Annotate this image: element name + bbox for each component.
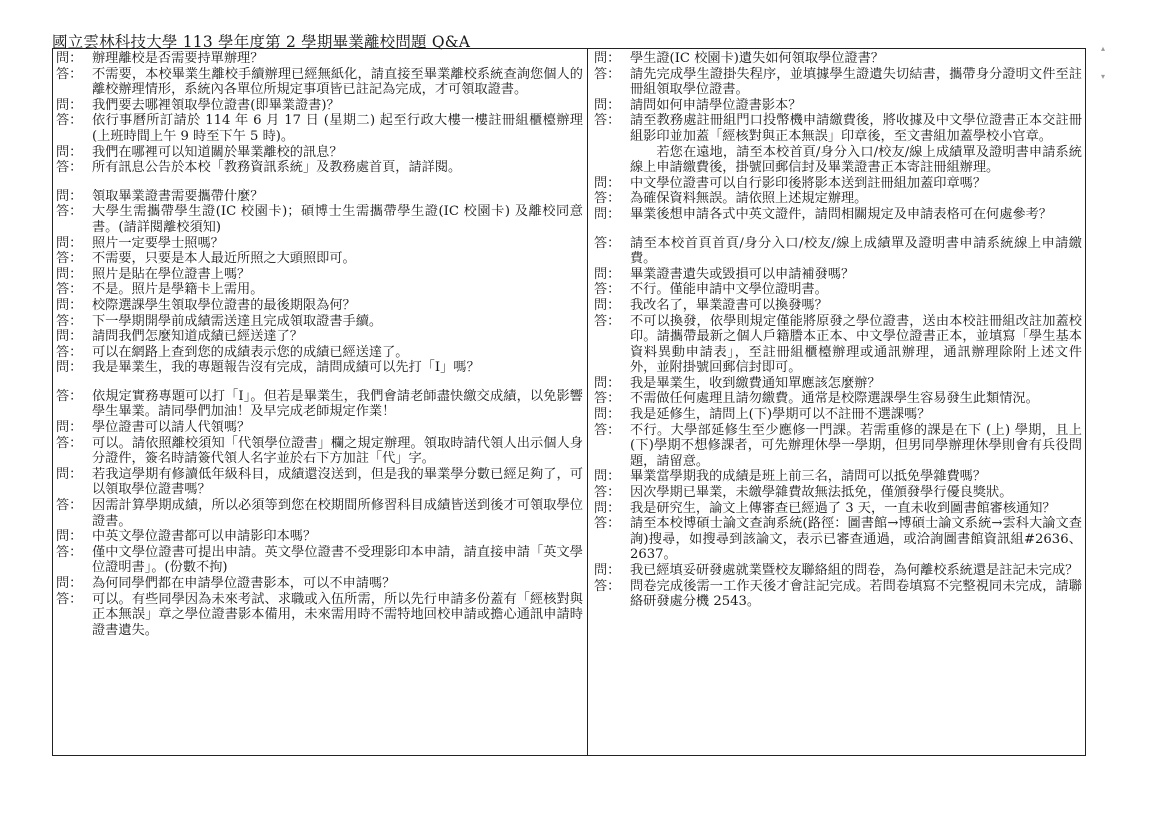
answer-text: 不需要，只要是本人最近所照之大頭照即可。	[92, 251, 356, 267]
answer-text: 不行。大學部延修生至少應修一門課。若需重修的課是在下 (上) 學期，且上(下)學期不想修課者，可先辦理休學一學期，但男同學辦理休學則會有兵役問題，請留意。	[630, 422, 1082, 469]
answer-text: 可以在網路上查到您的成績表示您的成績已經送達了。	[92, 344, 409, 360]
answer	[56, 498, 583, 529]
answer-text: 不需要，本校畢業生離校手續辦理已經無紙化，請直接至畢業離校系統查詢您個人的離校辦理情形，系統內各單位所規定事項皆已註記為完成，才可領取證書。	[92, 66, 583, 98]
answer	[594, 236, 1082, 267]
scan-mark: ▾	[1101, 72, 1106, 81]
answer	[56, 113, 583, 144]
question-text: 學生證(IC 校園卡)遺失如何領取學位證書？	[630, 51, 884, 66]
answer-text: 可以。請依照離校須知「代領學位證書」欄之規定辦理。領取時請代領人出示個人身分證件，簽名時請簽代領人名字並於右下方加註「代」字。	[92, 435, 583, 467]
question-label: 問：	[56, 97, 83, 113]
answer	[56, 592, 583, 639]
qa-pair	[56, 360, 583, 420]
question-text: 辦理離校是否需要持單辦理？	[92, 51, 264, 66]
question	[56, 267, 583, 283]
question	[594, 563, 1082, 579]
answer-label: 答：	[594, 516, 621, 532]
question	[56, 298, 583, 314]
question-label: 問：	[56, 466, 83, 482]
qa-pair	[56, 145, 583, 189]
question-label: 問：	[594, 206, 621, 222]
question-label: 問：	[56, 360, 83, 376]
answer-continued-text: 若您在遠地，請至本校首頁/身分入口/校友/線上成績單及證明書申請系統線上申請繳費後，掛號回郵信封及畢業證書正本寄註冊組辦理。	[630, 144, 1082, 176]
answer-label: 答：	[56, 113, 83, 129]
answer-text: 不需做任何處理且請勿繳費。通常是校際選課學生容易發生此類情況。	[630, 391, 1039, 407]
answer-text: 下一學期開學前成績需送達且完成領取證書手續。	[92, 313, 383, 329]
question	[56, 467, 583, 498]
question	[56, 576, 583, 592]
answer-label: 答：	[56, 160, 83, 176]
answer	[56, 545, 583, 576]
question-label: 問：	[56, 235, 83, 251]
qa-pair	[56, 189, 583, 236]
answer	[56, 389, 583, 420]
question-label: 問：	[594, 375, 621, 391]
qa-pair	[56, 298, 583, 329]
question	[56, 329, 583, 345]
qa-pair	[56, 529, 583, 576]
question-text: 畢業證書遺失或毀損可以申請補發嗎？	[630, 266, 855, 282]
question-text: 我已經填妥研發處就業暨校友聯絡組的問卷，為何離校系統還是註記未完成？	[630, 563, 1079, 578]
qa-pair	[594, 98, 1082, 176]
answer-text: 依行事曆所訂請於 114 年 6 月 17 日 (星期二) 起至行政大樓一樓註冊組櫃檯辦理(上班時間上午 9 時至下午 5 時)。	[92, 113, 583, 144]
question	[594, 176, 1082, 192]
answer-label: 答：	[56, 282, 83, 298]
question-label: 問：	[56, 51, 83, 66]
answer	[594, 314, 1082, 376]
answer	[594, 423, 1082, 470]
question-text: 照片一定要學士照嗎？	[92, 235, 224, 251]
question	[594, 376, 1082, 392]
qa-pair	[56, 51, 583, 98]
answer-label: 答：	[594, 578, 621, 594]
answer-text: 請至本校首頁首頁/身分入口/校友/線上成績單及證明書申請系統線上申請繳費。	[630, 235, 1082, 267]
qa-pair	[594, 501, 1082, 563]
qa-pair	[56, 236, 583, 267]
question	[56, 145, 583, 161]
answer	[594, 579, 1082, 610]
question-text: 我們在哪裡可以知道關於畢業離校的訊息？	[92, 144, 343, 160]
answer-text: 為確保資料無誤。請依照上述規定辦理。	[630, 191, 868, 207]
answer-continued	[594, 145, 1082, 176]
question-label: 問：	[56, 420, 83, 436]
question-text: 請問如何申請學位證書影本？	[630, 97, 802, 113]
answer	[56, 160, 583, 176]
question-label: 問：	[594, 297, 621, 313]
question-text: 我是畢業生，收到繳費通知單應該怎麼辦？	[630, 375, 881, 391]
question	[594, 501, 1082, 517]
question-label: 問：	[56, 188, 83, 204]
qa-pair	[594, 207, 1082, 267]
answer-label: 答：	[594, 422, 621, 438]
question-label: 問：	[594, 266, 621, 282]
qa-table	[52, 48, 1086, 756]
question-text: 中英文學位證書都可以申請影印本嗎？	[92, 529, 317, 545]
question-text: 我是延修生，請問上(下)學期可以不註冊不選課嗎？	[630, 407, 931, 423]
question-label: 問：	[594, 175, 621, 191]
question	[56, 529, 583, 545]
answer-text: 請至本校博碩士論文查詢系統(路徑：圖書館→博碩士論文系統→雲科大論文查詢)搜尋，如搜尋到該論文，表示已審查通過，或洽詢圖書館資訊組#2636、2637。	[630, 516, 1082, 563]
question-label: 問：	[594, 51, 621, 66]
question-text: 我們要去哪裡領取學位證書(即畢業證書)？	[92, 97, 340, 113]
qa-pair	[56, 98, 583, 145]
question-label: 問：	[594, 469, 621, 485]
spacer	[56, 376, 583, 389]
answer	[56, 251, 583, 267]
answer-label: 答：	[56, 544, 83, 560]
answer-label: 答：	[56, 388, 83, 404]
qa-pair	[594, 51, 1082, 98]
answer-label: 答：	[594, 191, 621, 207]
question-text: 我改名了，畢業證書可以換發嗎？	[630, 297, 828, 313]
question-label: 問：	[56, 297, 83, 313]
question-label: 問：	[594, 500, 621, 516]
answer	[56, 436, 583, 467]
qa-pair	[594, 298, 1082, 376]
answer	[56, 204, 583, 235]
question-text: 領取畢業證書需要攜帶什麼？	[92, 188, 264, 204]
answer-text: 僅中文學位證書可提出申請。英文學位證書不受理影印本申請，請直接申請「英文學位證明書」。(份數不拘)	[92, 544, 583, 576]
answer	[594, 516, 1082, 563]
answer-text: 請先完成學生證掛失程序，並填據學生證遺失切結書，攜帶身分證明文件至註冊組領取學位證書。	[630, 66, 1082, 98]
qa-pair	[594, 469, 1082, 500]
question-text: 我是畢業生，我的專題報告沒有完成，請問成績可以先打「I」嗎？	[92, 360, 480, 376]
answer-text: 所有訊息公告於本校「教務資訊系統」及教務處首頁，請詳閱。	[92, 160, 462, 176]
qa-pair	[56, 267, 583, 298]
question-label: 問：	[594, 97, 621, 113]
answer-label: 答：	[594, 235, 621, 251]
question	[56, 236, 583, 252]
question-text: 畢業後想申請各式中英文證件，請問相關規定及申請表格可在何處參考？	[630, 206, 1052, 222]
question-text: 請問我們怎麼知道成績已經送達了？	[92, 329, 303, 345]
answer-text: 請至教務處註冊組門口投幣機申請繳費後，將收據及中文學位證書正本交註冊組影印並加蓋「經核對與正本無誤」印章後，至文書組加蓋學校小官章。	[630, 113, 1082, 144]
answer	[594, 485, 1082, 501]
answer-label: 答：	[56, 66, 83, 82]
question-label: 問：	[56, 266, 83, 282]
answer	[56, 345, 583, 361]
question-text: 照片是貼在學位證書上嗎？	[92, 266, 251, 282]
question	[594, 267, 1082, 283]
answer	[594, 67, 1082, 98]
document-title: 國立雲林科技大學 113 學年度第 2 學期畢業離校問題 Q&A	[52, 33, 471, 51]
answer	[56, 67, 583, 98]
answer-text: 大學生需攜帶學生證(IC 校園卡)；碩博士生需攜帶學生證(IC 校園卡) 及離校同意書。(請詳閱離校須知)	[92, 204, 583, 235]
column-divider	[587, 49, 588, 755]
answer-label: 答：	[56, 591, 83, 607]
question-label: 問：	[594, 407, 621, 423]
answer	[56, 314, 583, 330]
answer-label: 答：	[56, 435, 83, 451]
answer	[594, 191, 1082, 207]
answer-label: 答：	[56, 498, 83, 514]
answer-label: 答：	[56, 251, 83, 267]
question-label: 問：	[56, 144, 83, 160]
question-text: 校際選課學生領取學位證書的最後期限為何？	[92, 297, 356, 313]
qa-pair	[56, 420, 583, 467]
question	[56, 98, 583, 114]
qa-pair	[594, 176, 1082, 207]
question-label: 問：	[56, 329, 83, 345]
question	[594, 98, 1082, 114]
question	[594, 207, 1082, 223]
qa-pair	[56, 467, 583, 529]
answer-text: 不行。僅能申請中文學位證明書。	[630, 282, 828, 298]
question	[56, 189, 583, 205]
scan-mark: ▴	[1101, 44, 1106, 53]
answer-label: 答：	[594, 66, 621, 82]
answer	[594, 282, 1082, 298]
qa-pair	[594, 563, 1082, 610]
question-text: 若我這學期有修讀低年級科目，成績還沒送到，但是我的畢業學分數已經足夠了，可以領取學位證書嗎？	[92, 466, 583, 498]
question	[56, 420, 583, 436]
answer-text: 可以。有些同學因為未來考試、求職或入伍所需，所以先行申請多份蓋有「經核對與正本無誤」章之學位證書影本備用，未來需用時不需特地回校申請或擔心通訊申請時證書遺失。	[92, 591, 583, 638]
question-label: 問：	[56, 529, 83, 545]
answer-label: 答：	[594, 391, 621, 407]
answer-label: 答：	[56, 204, 83, 220]
question	[594, 298, 1082, 314]
qa-pair	[56, 576, 583, 638]
answer	[56, 282, 583, 298]
question-text: 為何同學們都在申請學位證書影本，可以不申請嗎？	[92, 576, 396, 591]
answer-text: 因需計算學期成績，所以必須等到您在校期間所修習科目成績皆送到後才可領取學位證書。	[92, 498, 583, 529]
answer	[594, 113, 1082, 144]
spacer	[56, 176, 583, 189]
answer	[594, 391, 1082, 407]
question	[56, 360, 583, 376]
question-text: 畢業當學期我的成績是班上前三名，請問可以抵免學雜費嗎？	[630, 469, 987, 485]
qa-pair	[594, 407, 1082, 469]
answer-label: 答：	[56, 313, 83, 329]
qa-column-left	[56, 51, 583, 638]
question	[594, 469, 1082, 485]
qa-pair	[594, 376, 1082, 407]
answer-label: 答：	[594, 113, 621, 129]
question-text: 中文學位證書可以自行影印後將影本送到註冊組加蓋印章嗎？	[630, 175, 987, 191]
answer-text: 依規定實務專題可以打「I」。但若是畢業生，我們會請老師盡快繳交成績，以免影響學生畢業。請同學們加油！及早完成老師規定作業！	[92, 388, 583, 420]
question-label: 問：	[594, 563, 621, 578]
qa-pair	[594, 267, 1082, 298]
answer-label: 答：	[56, 344, 83, 360]
question	[56, 51, 583, 67]
answer-label: 答：	[594, 313, 621, 329]
answer-text: 不是。照片是學籍卡上需用。	[92, 282, 264, 298]
qa-column-right	[594, 51, 1082, 610]
answer-text: 不可以換發，依學則規定僅能將原發之學位證書，送由本校註冊組改註加蓋校印。請攜帶最新之個人戶籍謄本正本、中文學位證書正本，並填寫「學生基本資料異動申請表」，至註冊組櫃檯辦理或通訊辦理，通訊辦理除附上述文件外，並附掛號回郵信封即可。	[630, 313, 1082, 376]
answer-label: 答：	[594, 282, 621, 298]
answer-text: 因次學期已畢業，未繳學雜費故無法抵免，僅頒發學行優良獎狀。	[630, 485, 1013, 501]
answer-text: 問卷完成後需一工作天後才會註記完成。若問卷填寫不完整視同未完成，請聯絡研發處分機 2543。	[630, 578, 1082, 610]
spacer	[594, 223, 1082, 236]
answer-label: 答：	[594, 485, 621, 501]
question	[594, 407, 1082, 423]
question-text: 我是研究生，論文上傳審查已經過了 3 天，一直未收到圖書館審核通知？	[630, 500, 1056, 516]
question	[594, 51, 1082, 67]
question-text: 學位證書可以請人代領嗎？	[92, 420, 251, 436]
qa-pair	[56, 329, 583, 360]
question-label: 問：	[56, 576, 83, 591]
